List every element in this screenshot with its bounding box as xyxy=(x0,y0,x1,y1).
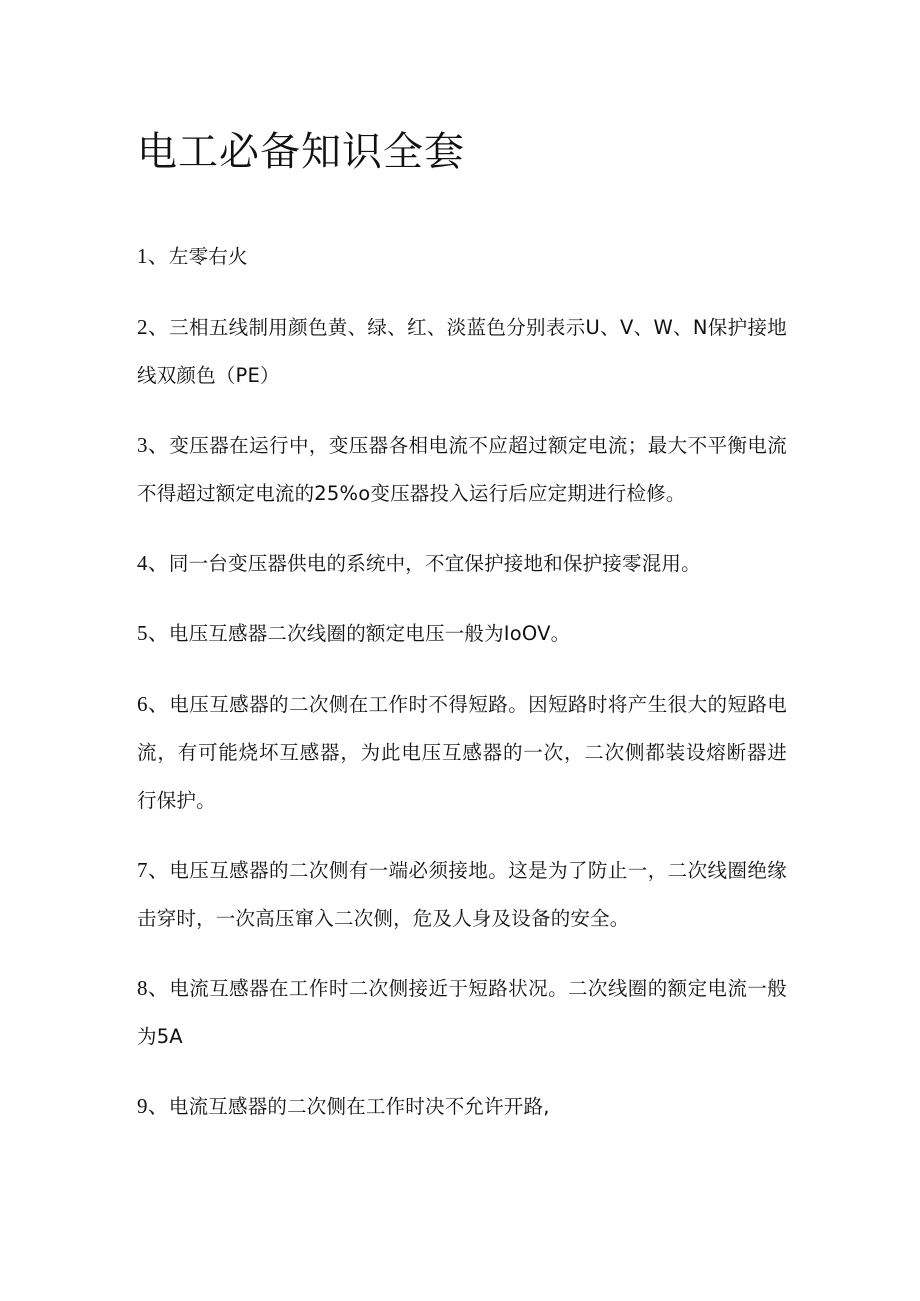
item-number: 1、 xyxy=(137,244,169,268)
list-item xyxy=(137,846,787,943)
item-text: 三相五线制用颜色黄、绿、红、淡蓝色分别表示U、V、W、N保护接地线双颜色（PE） xyxy=(137,316,787,387)
item-number: 3、 xyxy=(137,433,170,457)
item-number: 2、 xyxy=(137,315,170,339)
item-text: 同一台变压器供电的系统中，不宜保护接地和保护接零混用。 xyxy=(168,552,701,575)
list-item xyxy=(137,232,787,281)
list-item xyxy=(137,680,787,825)
item-number: 5、 xyxy=(137,621,169,645)
item-number: 4、 xyxy=(137,551,169,575)
item-text: 左零右火 xyxy=(168,245,248,268)
item-text: 电流互感器在工作时二次侧接近于短路状况。二次线圈的额定电流一般为5A xyxy=(137,977,788,1048)
list-item xyxy=(137,609,787,658)
item-number: 9、 xyxy=(137,1094,169,1118)
document-title: 电工必备知识全套 xyxy=(137,129,465,175)
item-text: 电压互感器的二次侧在工作时不得短路。因短路时将产生很大的短路电流，有可能烧坏互感器，为此电压互感器的一次，二次侧都装设熔断器进行保护。 xyxy=(137,693,788,812)
item-text: 电压互感器二次线圈的额定电压一般为IoOV。 xyxy=(168,622,571,645)
list-item xyxy=(137,539,787,588)
item-number: 8、 xyxy=(137,976,170,1000)
item-number: 7、 xyxy=(137,858,170,882)
list-item xyxy=(137,421,787,518)
item-text: 电压互感器的二次侧有一端必须接地。这是为了防止一，二次线圈绝缘击穿时，一次高压窜入二次侧，危及人身及设备的安全。 xyxy=(137,859,788,930)
list-item xyxy=(137,964,787,1061)
item-number: 6、 xyxy=(137,692,170,716)
item-text: 电流互感器的二次侧在工作时决不允许开路, xyxy=(168,1095,550,1118)
list-item xyxy=(137,303,787,400)
item-text: 变压器在运行中，变压器各相电流不应超过额定电流；最大不平衡电流不得超过额定电流的25%o变压器投入运行后应定期进行检修。 xyxy=(137,434,788,505)
list-item xyxy=(137,1082,787,1131)
